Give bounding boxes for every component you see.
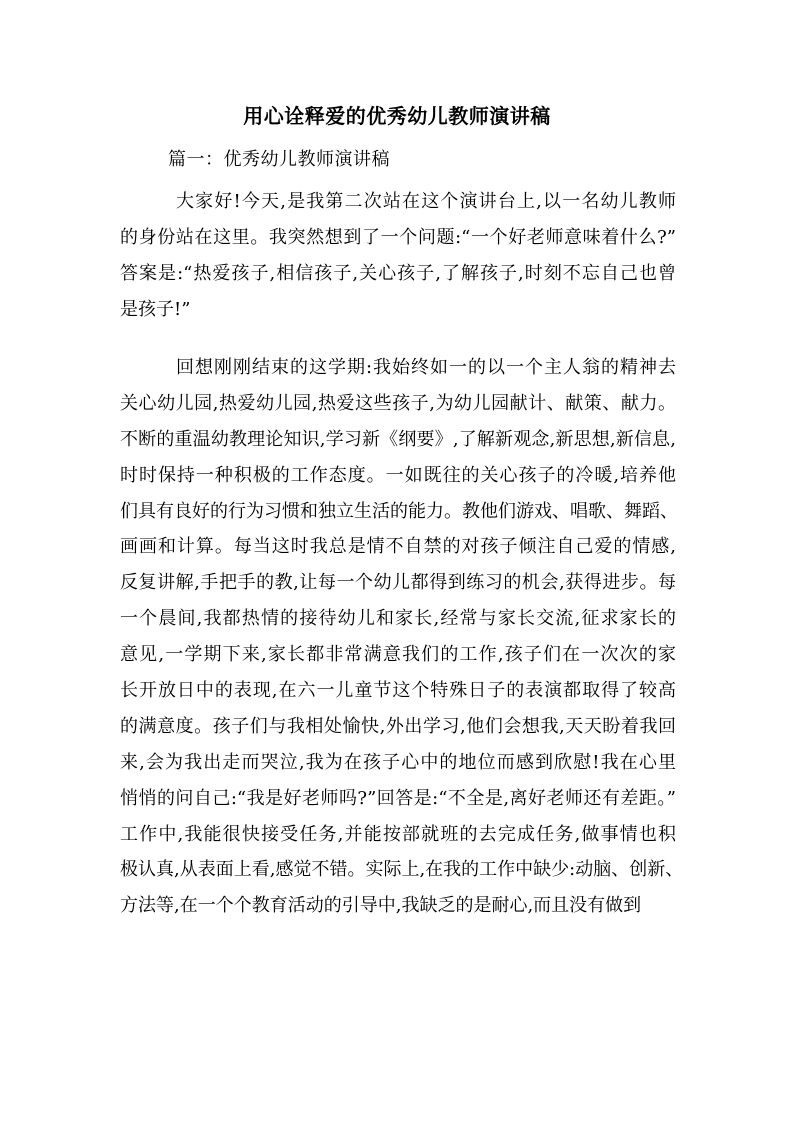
paragraph-line: 时时保持一种积极的工作态度。一如既往的关心孩子的冷暖,培养他 xyxy=(120,464,676,486)
paragraph-line: 意见,一学期下来,家长都非常满意我们的工作,孩子们在一次次的家 xyxy=(120,644,676,666)
document-title: 用心诠释爱的优秀幼儿教师演讲稿 xyxy=(243,104,551,128)
paragraph-line: 反复讲解,手把手的教,让每一个幼儿都得到练习的机会,获得进步。每 xyxy=(120,572,676,594)
paragraph-line: 画画和计算。每当这时我总是情不自禁的对孩子倾注自己爱的情感, xyxy=(120,536,676,558)
paragraph-line: 是孩子!” xyxy=(120,298,191,320)
paragraph-line: 极认真,从表面上看,感觉不错。实际上,在我的工作中缺少:动脑、创新、 xyxy=(120,859,684,881)
paragraph-line: 们具有良好的行为习惯和独立生活的能力。教他们游戏、唱歌、舞蹈、 xyxy=(120,500,678,522)
paragraph-line: 悄悄的问自己:“我是好老师吗?”回答是:“不全是,离好老师还有差距。” xyxy=(120,787,676,809)
paragraph-line: 答案是:“热爱孩子,相信孩子,关心孩子,了解孩子,时刻不忘自己也曾 xyxy=(120,262,676,284)
section-heading: 篇一：优秀幼儿教师演讲稿 xyxy=(168,149,390,170)
paragraph-line: 不断的重温幼教理论知识,学习新《纲要》,了解新观念,新思想,新信息, xyxy=(120,428,676,450)
paragraph-1 xyxy=(120,184,676,328)
paragraph-line: 的身份站在这里。我突然想到了一个问题:“一个好老师意味着什么?” xyxy=(120,226,676,248)
paragraph-line: 关心幼儿园,热爱幼儿园,热爱这些孩子,为幼儿园献计、献策、献力。 xyxy=(120,392,676,414)
paragraph-line: 长开放日中的表现,在六一儿童节这个特殊日子的表演都取得了较高 xyxy=(120,680,676,702)
paragraph-line: 的满意度。孩子们与我相处愉快,外出学习,他们会想我,天天盼着我回 xyxy=(120,715,676,737)
paragraph-line: 一个晨间,我都热情的接待幼儿和家长,经常与家长交流,征求家长的 xyxy=(120,608,676,630)
paragraph-line: 来,会为我出走而哭泣,我为在孩子心中的地位而感到欣慰!我在心里 xyxy=(120,751,676,773)
paragraph-line: 大家好!今天,是我第二次站在这个演讲台上,以一名幼儿教师 xyxy=(176,191,676,212)
paragraph-2 xyxy=(120,350,684,924)
paragraph-line: 方法等,在一个个教育活动的引导中,我缺乏的是耐心,而且没有做到 xyxy=(120,895,642,917)
paragraph-line: 回想刚刚结束的这学期:我始终如一的以一个主人翁的精神去 xyxy=(176,357,676,378)
paragraph-line: 工作中,我能很快接受任务,并能按部就班的去完成任务,做事情也积 xyxy=(120,823,676,845)
